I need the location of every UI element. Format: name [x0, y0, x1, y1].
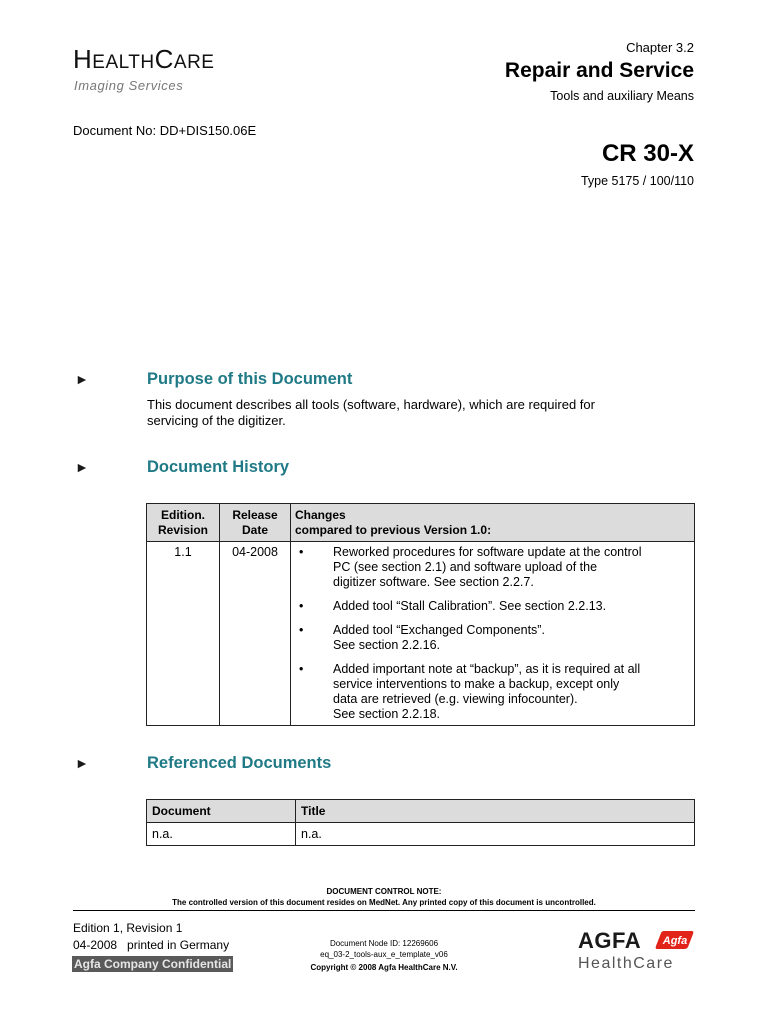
- brand-logo-text: HEALTHCARE: [73, 44, 215, 74]
- template-name: eq_03-2_tools-aux_e_template_v06: [320, 950, 448, 959]
- arrow-icon: ►: [75, 459, 89, 475]
- agfa-logo-text: AGFA: [578, 928, 642, 953]
- document-number: Document No: DD+DIS150.06E: [73, 123, 257, 138]
- purpose-heading: Purpose of this Document: [147, 370, 353, 388]
- list-item: • Added tool “Exchanged Components”. See section 2.2.16.: [299, 623, 545, 652]
- purpose-text: [147, 397, 667, 429]
- bullet-icon: •: [299, 599, 304, 613]
- purpose-line: servicing of the digitizer.: [147, 413, 286, 428]
- column-header-title: Title: [296, 800, 695, 823]
- page-title: Repair and Service: [504, 59, 694, 82]
- title-cell: n.a.: [296, 823, 695, 846]
- bullet-icon: •: [299, 662, 304, 676]
- list-item: • Added important note at “backup”, as it is required at all service interventions to make a backup, except only data are retrieved (e.g. viewing infocounter). See section 2.2.18.: [299, 662, 641, 721]
- table-row: [147, 542, 695, 726]
- control-note-title: DOCUMENT CONTROL NOTE:: [326, 887, 442, 896]
- history-heading: Document History: [147, 458, 290, 476]
- table-row: [147, 823, 695, 846]
- document-node-id: Document Node ID: 12269606: [329, 939, 439, 948]
- purpose-line: This document describes all tools (software, hardware), which are required for: [147, 397, 595, 412]
- arrow-icon: ►: [75, 755, 89, 771]
- table-header-row: [147, 504, 695, 542]
- changes-list: [295, 545, 690, 722]
- chapter-label: Chapter 3.2: [626, 40, 694, 55]
- column-header-changes: Changes compared to previous Version 1.0:: [291, 504, 695, 542]
- document-cell: n.a.: [147, 823, 296, 846]
- agfa-badge-text: Agfa: [662, 935, 688, 947]
- page-subtitle: Tools and auxiliary Means: [550, 89, 694, 103]
- column-header-document: Document: [147, 800, 296, 823]
- model-name: CR 30-X: [601, 140, 694, 167]
- column-header-release: Release Date: [220, 504, 291, 542]
- edition-label: Edition 1, Revision 1: [73, 921, 183, 935]
- date-cell: 04-2008: [220, 542, 291, 726]
- agfa-logo-subtext: HealthCare: [578, 955, 674, 972]
- control-note-text: The controlled version of this document resides on MedNet. Any printed copy of this document is uncontrolled.: [172, 898, 596, 907]
- copyright: Copyright © 2008 Agfa HealthCare N.V.: [310, 963, 458, 972]
- table-header-row: [147, 800, 695, 823]
- list-item: • Reworked procedures for software update at the control PC (see section 2.1) and software upload of the digitizer software. See section 2.2.7.: [299, 545, 642, 589]
- referenced-documents-table: [146, 799, 695, 846]
- arrow-icon: ►: [75, 371, 89, 387]
- bullet-icon: •: [299, 545, 304, 559]
- agfa-badge-icon: [654, 929, 695, 950]
- column-header-edition: Edition. Revision: [147, 504, 220, 542]
- confidential-badge: Agfa Company Confidential: [74, 957, 232, 971]
- changes-cell: [291, 542, 695, 726]
- edition-cell: 1.1: [147, 542, 220, 726]
- document-history-table: [146, 503, 695, 726]
- footer-divider: [73, 910, 695, 911]
- model-type: Type 5175 / 100/110: [580, 174, 694, 188]
- bullet-icon: •: [299, 623, 304, 637]
- brand-subtitle: Imaging Services: [74, 78, 184, 93]
- printed-label: 04-2008 printed in Germany: [73, 938, 230, 952]
- references-heading: Referenced Documents: [147, 754, 332, 772]
- list-item: • Added tool “Stall Calibration”. See section 2.2.13.: [299, 599, 607, 613]
